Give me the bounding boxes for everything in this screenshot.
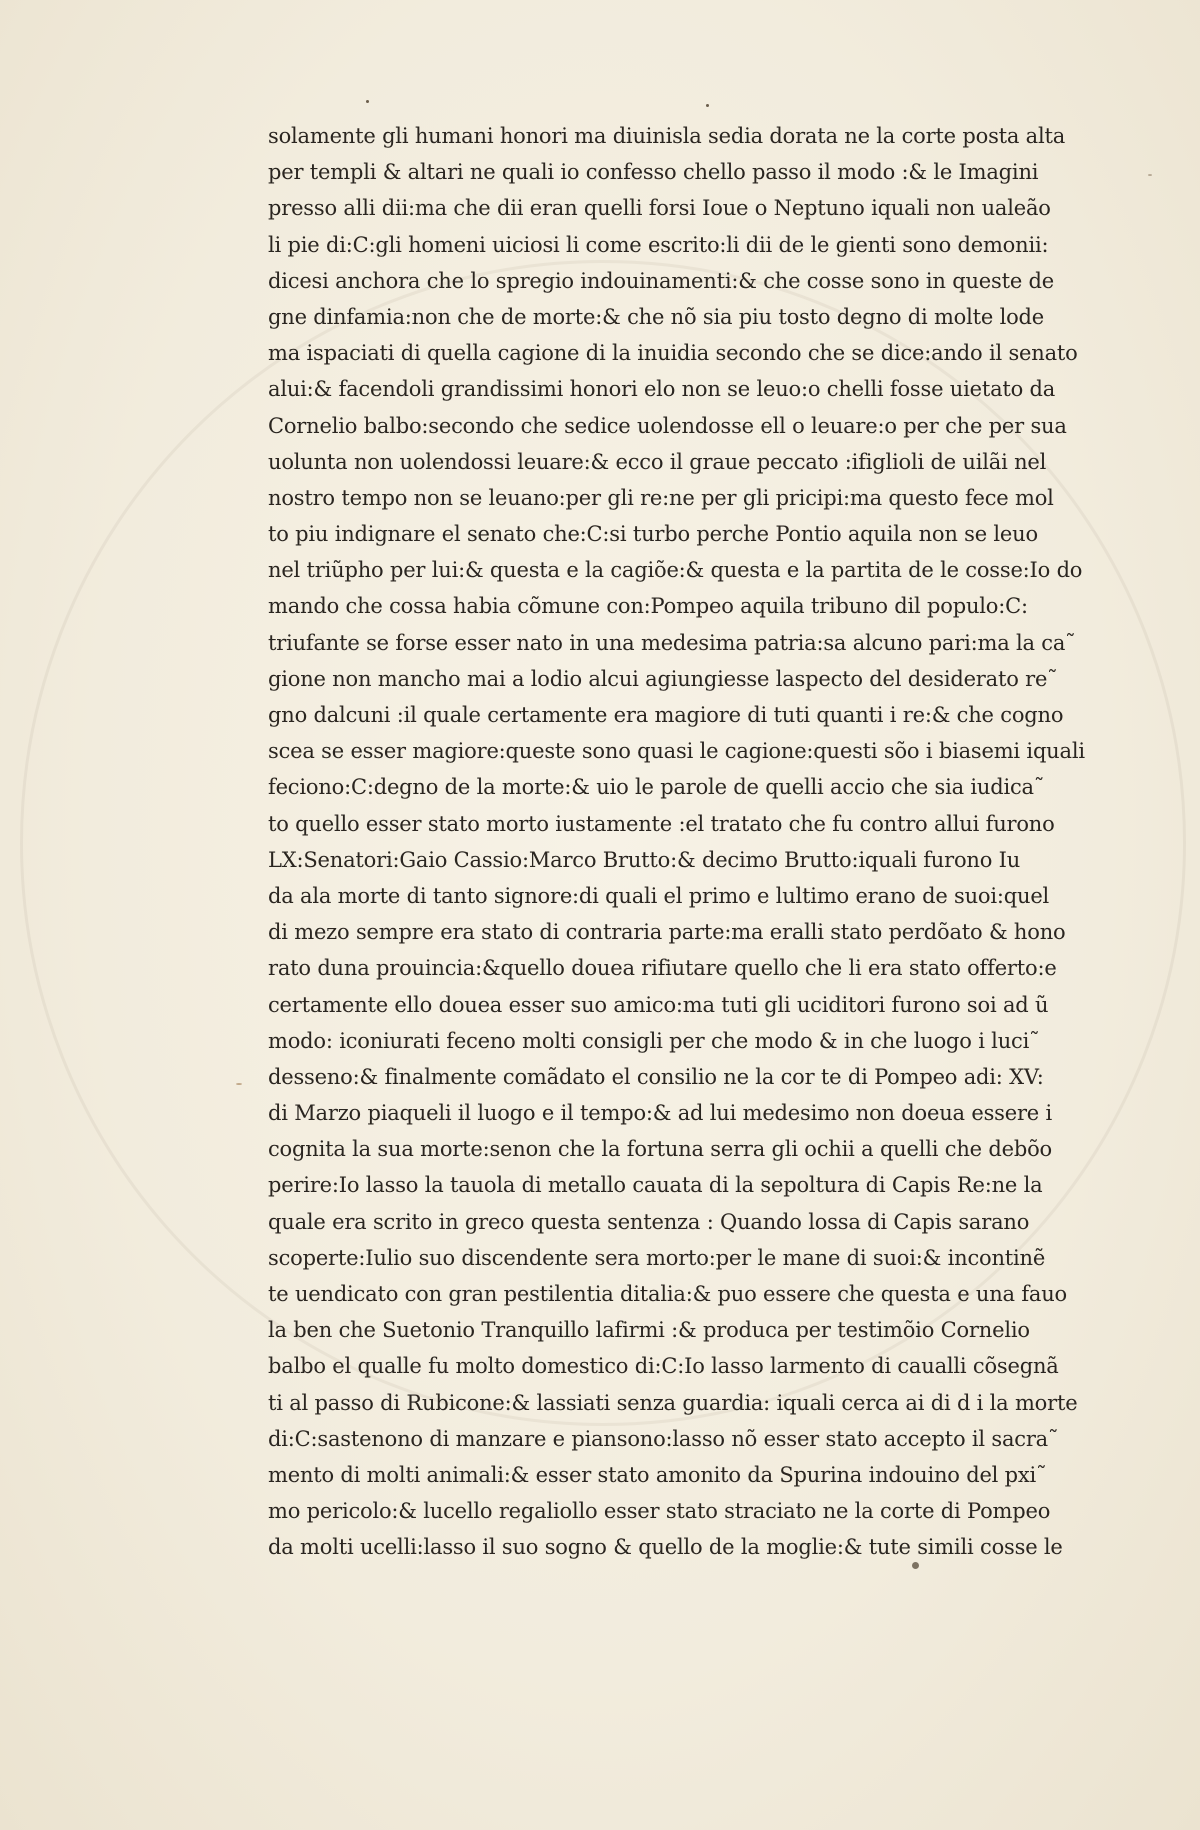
text-line: mo pericolo:& lucello regaliollo esser stato straciato ne la corte di Pompeo (268, 1499, 1051, 1524)
text-line: balbo el qualle fu molto domestico di:C:Io lasso larmento di caualli cõsegnã (268, 1354, 1059, 1379)
text-line: cognita la sua morte:senon che la fortuna serra gli ochii a quelli che debõo (268, 1137, 1052, 1162)
text-line: da molti ucelli:lasso il suo sogno & quello de la moglie:& tute simili cosse le (268, 1535, 1063, 1560)
text-line: nostro tempo non se leuano:per gli re:ne per gli pricipi:ma questo fece mol (268, 485, 1054, 510)
text-line: per templi & altari ne quali io confesso chello passo il modo :& le Imagini (268, 160, 1039, 185)
text-line: ti al passo di Rubicone:& lassiati senza guardia: iquali cerca ai di d i la morte (268, 1390, 1078, 1415)
text-line: li pie di:C:gli homeni uiciosi li come escrito:li dii de le gienti sono demonii: (268, 232, 1049, 257)
text-line: te uendicato con gran pestilentia ditalia:& puo essere che questa e una fauo (268, 1282, 1068, 1306)
text-line: triufante se forse esser nato in una medesima patria:sa alcuno pari:ma la ca˜ (268, 630, 1076, 655)
text-line: quale era scrito in greco questa sentenza : Quando lossa di Capis sarano (268, 1209, 1030, 1234)
text-line: uolunta non uolendossi leuare:& ecco il graue peccato :ifiglioli de uilãi nel (268, 449, 1047, 474)
text-line: desseno:& finalmente comãdato el consilio ne la cor te di Pompeo adi: XV: (268, 1064, 1044, 1089)
text-line: la ben che Suetonio Tranquillo lafirmi :& produca per testimõio Cornelio (268, 1318, 1030, 1343)
text-line: modo: iconiurati feceno molti consigli per che modo & in che luogo i luci˜ (268, 1028, 1040, 1053)
text-line: mento di molti animali:& esser stato amonito da Spurina indouino del pxi˜ (268, 1462, 1047, 1487)
text-line: alui:& facendoli grandissimi honori elo non se leuo:o chelli fosse uietato da (268, 377, 1056, 402)
text-line: da ala morte di tanto signore:di quali el primo e lultimo erano de suoi:quel (268, 883, 1050, 908)
text-line: gione non mancho mai a lodio alcui agiungiesse laspecto del desiderato re˜ (268, 666, 1058, 691)
text-line: dicesi anchora che lo spregio indouinamenti:& che cosse sono in queste de (268, 268, 1055, 293)
text-line: nel triũpho per lui:& questa e la cagiõe:& questa e la partita de le cosse:Io do (268, 558, 1083, 583)
ink-speck (706, 104, 709, 107)
text-line: scea se esser magiore:queste sono quasi le cagione:questi sõo i biasemi iquali (268, 739, 1085, 764)
text-line: presso alli dii:ma che dii eran quelli forsi Ioue o Neptuno iquali non ualeão (268, 196, 1051, 221)
text-line: Cornelio balbo:secondo che sedice uolendosse ell o leuare:o per che per sua (268, 413, 1067, 438)
text-line: di mezo sempre era stato di contraria parte:ma eralli stato perdõato & hono (268, 920, 1066, 945)
text-line: gno dalcuni :il quale certamente era magiore di tuti quanti i re:& che cogno (268, 703, 1064, 727)
text-line: perire:Io lasso la tauola di metallo cauata di la sepoltura di Capis Re:ne la (268, 1173, 1043, 1198)
text-line: ma ispaciati di quella cagione di la inuidia secondo che se dice:ando il senato (268, 341, 1078, 366)
body-text (268, 118, 1128, 1566)
text-line: di:C:sastenono di manzare e piansono:lasso nõ esser stato accepto il sacra˜ (268, 1426, 1059, 1451)
text-line: to piu indignare el senato che:C:si turbo perche Pontio aquila non se leuo (268, 522, 1038, 547)
text-line: LX:Senatori:Gaio Cassio:Marco Brutto:& decimo Brutto:iquali furono Iu (268, 847, 1021, 872)
text-line: mando che cossa habia cõmune con:Pompeo aquila tribuno dil populo:C: (268, 594, 1028, 619)
text-line: scoperte:Iulio suo discendente sera morto:per le mane di suoi:& incontinẽ (268, 1245, 1046, 1270)
text-line: to quello esser stato morto iustamente :el tratato che fu contro allui furono (268, 811, 1055, 836)
text-line: solamente gli humani honori ma diuinisla sedia dorata ne la corte posta alta (268, 124, 1066, 148)
text-line: feciono:C:degno de la morte:& uio le parole de quelli accio che sia iudica˜ (268, 775, 1045, 800)
text-line: di Marzo piaqueli il luogo e il tempo:& ad lui medesimo non doeua essere i (268, 1101, 1053, 1126)
text-line: certamente ello douea esser suo amico:ma tuti gli uciditori furono soi ad ũ (268, 992, 1049, 1017)
text-line: rato duna prouincia:&quello douea rifiutare quello che li era stato offerto:e (268, 956, 1057, 981)
paper-mark (236, 1083, 242, 1085)
ink-speck (366, 100, 369, 103)
text-line: gne dinfamia:non che de morte:& che nõ sia piu tosto degno di molte lode (268, 304, 1045, 329)
paper-mark (1148, 174, 1152, 176)
